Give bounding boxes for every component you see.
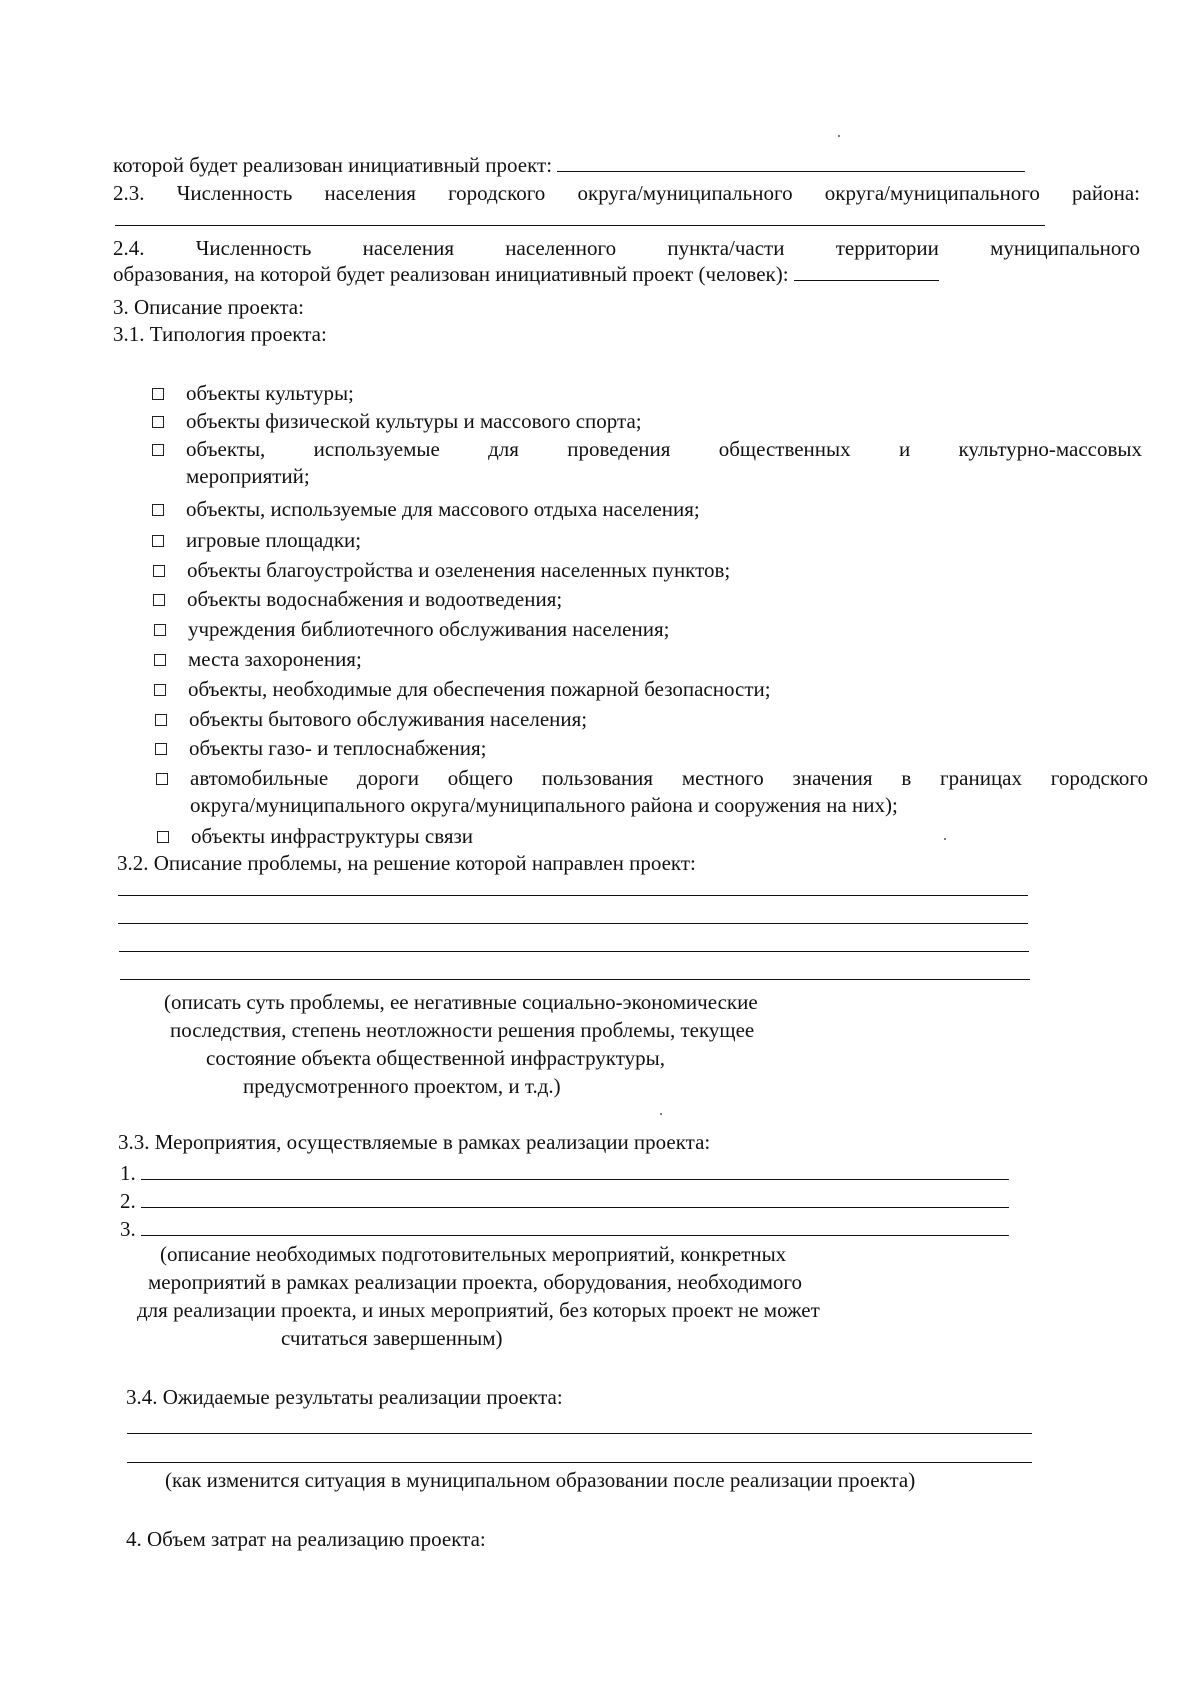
typology-item: учреждения библиотечного обслуживания населения; [188,617,670,641]
section-3-2-title: 3.2. Описание проблемы, на решение которой направлен проект: [117,851,696,875]
typology-item: объекты физической культуры и массового спорта; [186,409,642,433]
answer-line [127,1433,1032,1434]
section-3-3-caption-line: для реализации проекта, и иных мероприятий, без которых проект не может [137,1298,820,1322]
answer-line [118,895,1028,896]
section-2-3: 2.3. Численность населения городского округа/муниципального округа/муниципального района: [113,181,1140,205]
typology-item: объекты инфраструктуры связи [191,824,474,848]
checkbox-icon [152,535,164,547]
typology-item: объекты культуры; [186,381,354,405]
top-fragment: которой будет реализован инициативный проект: [113,152,1025,178]
answer-line [120,979,1030,980]
checkbox-icon [154,654,166,666]
typology-item: объекты, необходимые для обеспечения пожарной безопасности; [188,677,771,701]
answer-line [118,923,1028,924]
measure-blank [141,1217,1009,1236]
checkbox-icon [155,714,167,726]
typology-item: объекты газо- и теплоснабжения; [189,736,487,760]
typology-item: автомобильные дороги общего пользования местного значения в границах городского [190,766,1148,790]
scan-speck [660,1113,662,1115]
measure-blank [141,1161,1009,1180]
section-3-2-caption-line: последствия, степень неотложности решения проблемы, текущее [170,1018,755,1042]
typology-item: объекты, используемые для проведения общественных и культурно-массовых [186,437,1142,461]
typology-item: игровые площадки; [186,528,362,552]
checkbox-icon [152,388,164,400]
checkbox-icon [155,743,167,755]
section-3-1-title: 3.1. Типология проекта: [113,322,327,346]
section-3-3-caption-line: считаться завершенным) [281,1326,503,1350]
checkbox-icon [153,565,165,577]
top-fragment-blank [557,153,1025,172]
measure-item-1: 1. [120,1160,1009,1186]
section-3-3-caption-line: мероприятий в рамках реализации проекта, оборудования, необходимого [148,1270,802,1294]
answer-line [119,951,1029,952]
checkbox-icon [154,624,166,636]
section-3-title: 3. Описание проекта: [113,295,304,319]
typology-item-continued: мероприятий; [186,464,310,488]
section-3-2-caption-line: состояние объекта общественной инфраструктуры, [206,1046,665,1070]
answer-line [127,1462,1032,1463]
typology-item: места захоронения; [188,647,362,671]
checkbox-icon [152,504,164,516]
checkbox-icon [154,684,166,696]
section-3-4-caption: (как изменится ситуация в муниципальном образовании после реализации проекта) [165,1468,916,1492]
checkbox-icon [156,773,168,785]
section-3-4-title: 3.4. Ожидаемые результаты реализации проекта: [126,1385,563,1409]
section-3-2-caption-line: предусмотренного проектом, и т.д.) [243,1074,561,1098]
section-2-4-line2: образования, на которой будет реализован инициативный проект (человек): [113,261,939,287]
population-blank [794,262,939,281]
measure-item-3: 3. [120,1216,1009,1242]
typology-item: объекты бытового обслуживания населения; [189,707,588,731]
typology-item: объекты водоснабжения и водоотведения; [187,587,563,611]
checkbox-icon [157,831,169,843]
typology-item-continued: округа/муниципального округа/муниципального района и сооружения на них); [190,793,898,817]
typology-item: объекты благоустройства и озеленения населенных пунктов; [187,558,731,582]
typology-item: объекты, используемые для массового отдыха населения; [186,497,700,521]
checkbox-icon [152,444,164,456]
section-3-2-caption-line: (описать суть проблемы, ее негативные социально-экономические [164,990,758,1014]
section-4-title: 4. Объем затрат на реализацию проекта: [126,1527,486,1551]
measure-item-2: 2. [120,1188,1009,1214]
scan-speck [944,838,946,840]
checkbox-icon [153,594,165,606]
section-3-3-caption-line: (описание необходимых подготовительных мероприятий, конкретных [160,1242,787,1266]
scan-speck [838,135,840,137]
section-3-3-title: 3.3. Мероприятия, осуществляемые в рамках реализации проекта: [118,1130,711,1154]
section-2-3-blank [115,225,1045,226]
measure-blank [141,1189,1009,1208]
checkbox-icon [152,416,164,428]
section-2-4-line1: 2.4. Численность населения населенного пункта/части территории муниципального [113,236,1140,260]
